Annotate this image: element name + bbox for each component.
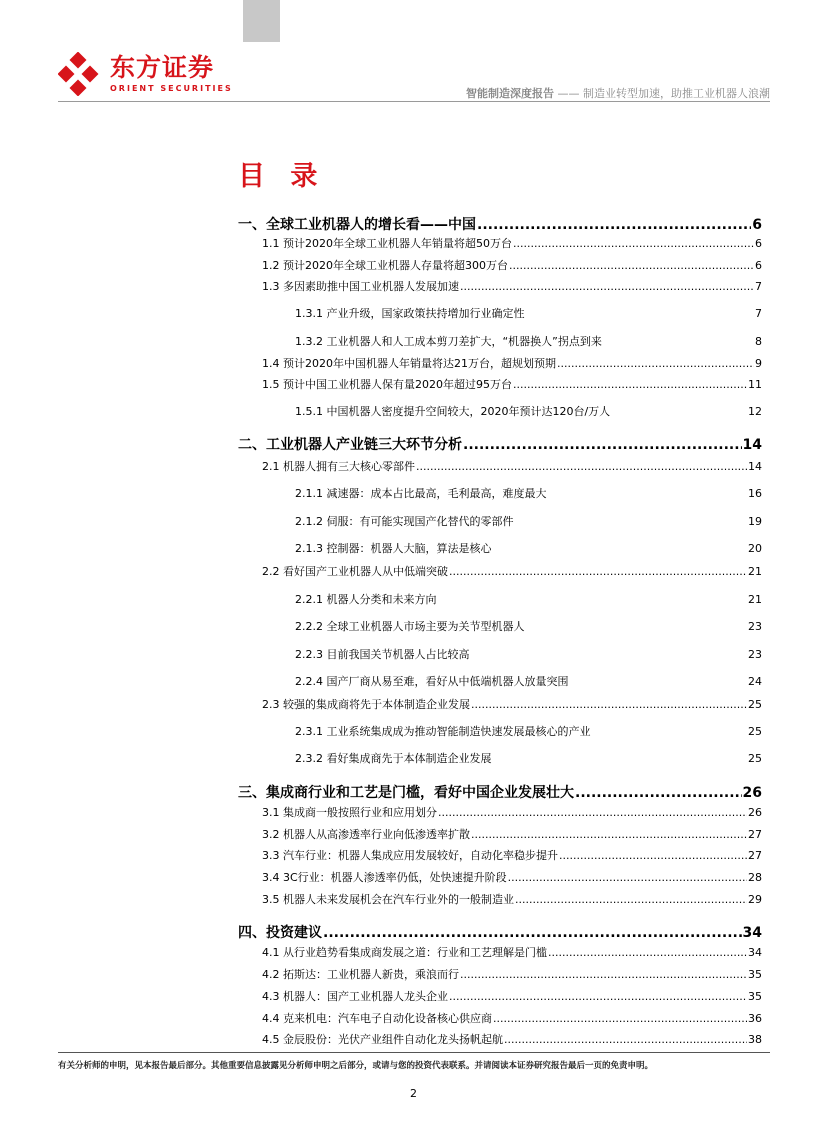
toc-entry-page: 34 (748, 946, 762, 959)
toc-leader-dots (438, 806, 747, 819)
toc-entry[interactable] (262, 278, 762, 294)
toc-entry-page: 25 (748, 698, 762, 711)
toc-entry-page: 20 (748, 542, 762, 555)
toc-entry[interactable] (295, 305, 762, 321)
toc-entry[interactable] (295, 646, 762, 662)
footer-divider (58, 1052, 770, 1053)
toc-entry-label: 二、工业机器人产业链三大环节分析 (238, 437, 462, 453)
toc-leader-dots (513, 378, 747, 391)
toc-entry-page: 19 (748, 515, 762, 528)
toc-entry[interactable] (295, 618, 762, 634)
toc-entry-label: 1.1 预计2020年全球工业机器人年销量将超50万台 (262, 237, 512, 250)
logo-english-text: ORIENT SECURITIES (110, 84, 233, 93)
toc-leader-dots (559, 849, 747, 862)
toc-entry[interactable] (262, 696, 762, 712)
toc-entry-label: 4.5 金辰股份：光伏产业组件自动化龙头扬帆起航 (262, 1033, 503, 1046)
toc-leader-dots (509, 259, 754, 272)
toc-entry-label: 1.4 预计2020年中国机器人年销量将达21万台，超规划预期 (262, 357, 556, 370)
toc-entry[interactable] (262, 355, 762, 371)
toc-entry-page: 7 (755, 307, 762, 320)
toc-entry-page: 23 (748, 620, 762, 633)
header-grey-block (243, 0, 280, 42)
toc-entry[interactable] (262, 235, 762, 251)
report-title: 制造业转型加速，助推工业机器人浪潮 (583, 87, 770, 100)
toc-entry[interactable] (262, 944, 762, 960)
toc-entry[interactable] (238, 782, 762, 802)
toc-entry-label: 一、全球工业机器人的增长看——中国 (238, 217, 476, 233)
toc-leader-dots (323, 925, 742, 941)
toc-entry-label: 2.3.2 看好集成商先于本体制造企业发展 (295, 752, 492, 765)
toc-entry-page: 25 (748, 752, 762, 765)
toc-leader-dots (477, 217, 751, 233)
toc-entry[interactable] (295, 750, 762, 766)
toc-entry-label: 4.3 机器人：国产工业机器人龙头企业 (262, 990, 448, 1003)
toc-entry-label: 2.2.2 全球工业机器人市场主要为关节型机器人 (295, 620, 525, 633)
toc-entry-page: 34 (742, 925, 762, 941)
toc-leader-dots (449, 990, 747, 1003)
toc-entry[interactable] (295, 723, 762, 739)
page-number: 2 (410, 1087, 417, 1100)
toc-entry-label: 2.3.1 工业系统集成成为推动智能制造快速发展最核心的产业 (295, 725, 591, 738)
toc-entry-page: 14 (742, 437, 762, 453)
toc-entry[interactable] (262, 1010, 762, 1026)
toc-entry[interactable] (238, 922, 762, 942)
toc-entry[interactable] (262, 804, 762, 820)
toc-entry-page: 7 (755, 280, 762, 293)
toc-entry[interactable] (238, 214, 762, 234)
toc-entry-label: 2.2.3 目前我国关节机器人占比较高 (295, 648, 470, 661)
toc-leader-dots (508, 871, 747, 884)
footer-disclaimer: 有关分析师的申明，见本报告最后部分。其他重要信息披露见分析师申明之后部分，或请与您的投资代表联系。并请阅读本证券研究报告最后一页的免责申明。 (58, 1061, 654, 1071)
toc-entry-page: 6 (755, 237, 762, 250)
toc-entry-label: 2.1 机器人拥有三大核心零部件 (262, 460, 415, 473)
toc-leader-dots (557, 357, 754, 370)
toc-entry-label: 1.3.1 产业升级，国家政策扶持增加行业确定性 (295, 307, 525, 320)
toc-entry-label: 4.1 从行业趋势看集成商发展之道：行业和工艺理解是门槛 (262, 946, 547, 959)
toc-entry-page: 9 (755, 357, 762, 370)
toc-leader-dots (460, 968, 747, 981)
toc-entry[interactable] (262, 376, 762, 392)
toc-entry-page: 14 (748, 460, 762, 473)
toc-leader-dots (449, 565, 747, 578)
toc-entry-page: 26 (748, 806, 762, 819)
toc-entry-label: 2.2 看好国产工业机器人从中低端突破 (262, 565, 448, 578)
logo-chinese-text: 东方证券 (110, 53, 215, 82)
toc-entry[interactable] (295, 591, 762, 607)
toc-entry-label: 3.4 3C行业：机器人渗透率仍低，处快速提升阶段 (262, 871, 507, 884)
toc-entry-label: 2.3 较强的集成商将先于本体制造企业发展 (262, 698, 470, 711)
toc-entry-page: 38 (748, 1033, 762, 1046)
toc-leader-dots (493, 1012, 747, 1025)
toc-entry-page: 27 (748, 849, 762, 862)
toc-entry-page: 25 (748, 725, 762, 738)
toc-entry[interactable] (295, 673, 762, 689)
toc-entry-page: 21 (748, 593, 762, 606)
toc-entry-label: 2.2.1 机器人分类和未来方向 (295, 593, 437, 606)
toc-entry-label: 2.1.2 伺服：有可能实现国产化替代的零部件 (295, 515, 514, 528)
toc-entry[interactable] (295, 333, 762, 349)
toc-entry-label: 1.3.2 工业机器人和人工成本剪刀差扩大，“机器换人”拐点到来 (295, 335, 602, 348)
toc-leader-dots (460, 280, 754, 293)
toc-leader-dots (471, 828, 747, 841)
toc-entry-label: 3.2 机器人从高渗透率行业向低渗透率扩散 (262, 828, 470, 841)
toc-entry-label: 2.2.4 国产厂商从易至难，看好从中低端机器人放量突围 (295, 675, 569, 688)
toc-leader-dots (463, 437, 742, 453)
toc-entry-label: 1.2 预计2020年全球工业机器人存量将超300万台 (262, 259, 508, 272)
toc-entry[interactable] (262, 1031, 762, 1047)
toc-entry[interactable] (238, 434, 762, 454)
toc-entry-page: 21 (748, 565, 762, 578)
toc-title: 目 录 (238, 161, 326, 192)
toc-entry[interactable] (262, 257, 762, 273)
toc-entry-page: 6 (752, 217, 762, 233)
toc-leader-dots (548, 946, 747, 959)
toc-entry[interactable] (262, 966, 762, 982)
toc-leader-dots (416, 460, 747, 473)
toc-entry-page: 27 (748, 828, 762, 841)
toc-entry[interactable] (262, 826, 762, 842)
toc-entry-page: 23 (748, 648, 762, 661)
toc-entry-page: 11 (748, 378, 762, 391)
toc-leader-dots (515, 893, 747, 906)
toc-entry-page: 6 (755, 259, 762, 272)
orient-securities-logo-icon (58, 52, 104, 96)
toc-entry-page: 35 (748, 968, 762, 981)
toc-entry-label: 4.2 拓斯达：工业机器人新贵，乘浪而行 (262, 968, 459, 981)
toc-entry-page: 36 (748, 1012, 762, 1025)
toc-leader-dots (575, 785, 742, 801)
toc-entry-page: 8 (755, 335, 762, 348)
toc-entry[interactable] (295, 540, 762, 556)
header-separator: —— (557, 87, 580, 100)
toc-entry-label: 1.3 多因素助推中国工业机器人发展加速 (262, 280, 459, 293)
toc-entry-label: 1.5 预计中国工业机器人保有量2020年超过95万台 (262, 378, 512, 391)
report-header (466, 85, 770, 101)
toc-entry[interactable] (262, 847, 762, 863)
toc-entry-page: 12 (748, 405, 762, 418)
toc-entry[interactable] (262, 458, 762, 474)
toc-entry-label: 2.1.1 减速器：成本占比最高，毛利最高，难度最大 (295, 487, 547, 500)
toc-entry-page: 35 (748, 990, 762, 1003)
toc-leader-dots (504, 1033, 747, 1046)
toc-leader-dots (513, 237, 754, 250)
company-logo (58, 52, 233, 96)
toc-entry[interactable] (295, 513, 762, 529)
toc-entry-label: 3.5 机器人未来发展机会在汽车行业外的一般制造业 (262, 893, 514, 906)
toc-entry-label: 2.1.3 控制器：机器人大脑，算法是核心 (295, 542, 492, 555)
toc-entry[interactable] (262, 563, 762, 579)
toc-leader-dots (471, 698, 747, 711)
toc-entry[interactable] (262, 869, 762, 885)
toc-entry[interactable] (295, 485, 762, 501)
toc-entry-label: 1.5.1 中国机器人密度提升空间较大，2020年预计达120台/万人 (295, 405, 611, 418)
toc-entry[interactable] (295, 403, 762, 419)
toc-entry-label: 三、集成商行业和工艺是门槛，看好中国企业发展壮大 (238, 785, 574, 801)
toc-entry[interactable] (262, 988, 762, 1004)
toc-entry-page: 24 (748, 675, 762, 688)
toc-entry[interactable] (262, 891, 762, 907)
toc-entry-label: 3.1 集成商一般按照行业和应用划分 (262, 806, 437, 819)
toc-entry-page: 28 (748, 871, 762, 884)
toc-entry-label: 四、投资建议 (238, 925, 322, 941)
report-type: 智能制造深度报告 (466, 87, 554, 100)
toc-entry-page: 29 (748, 893, 762, 906)
toc-entry-page: 16 (748, 487, 762, 500)
toc-entry-label: 3.3 汽车行业：机器人集成应用发展较好，自动化率稳步提升 (262, 849, 558, 862)
toc-entry-label: 4.4 克来机电：汽车电子自动化设备核心供应商 (262, 1012, 492, 1025)
toc-entry-page: 26 (742, 785, 762, 801)
header-divider (58, 101, 770, 102)
